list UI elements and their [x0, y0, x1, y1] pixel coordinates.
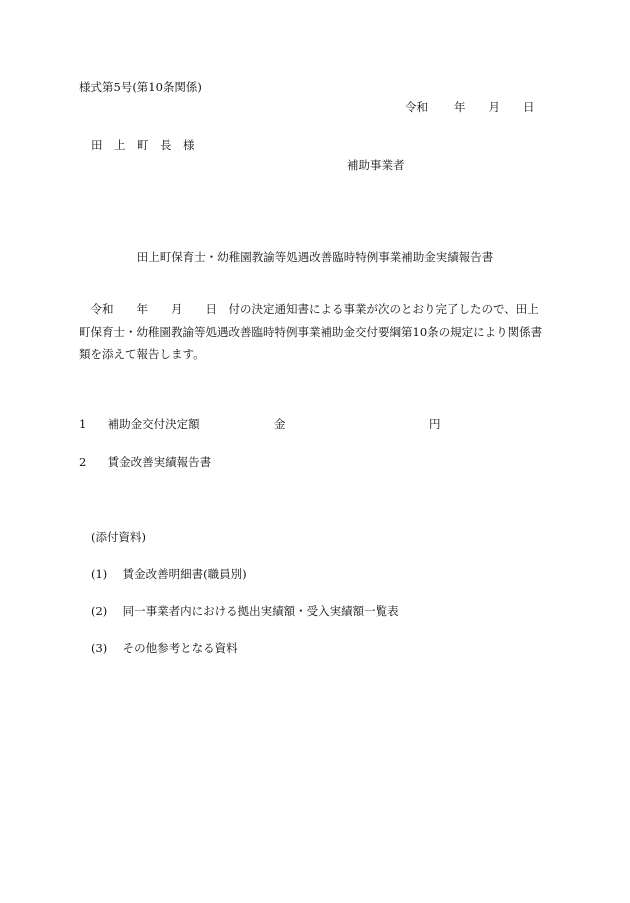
attachments-heading: (添付資料) [91, 530, 146, 544]
item-1-number: 1 [79, 417, 87, 431]
attachment-item-1 [91, 567, 247, 581]
attachment-item-3 [91, 641, 238, 655]
date-day: 日 [523, 100, 535, 114]
document-title: 田上町保育士・幼稚園教諭等処遇改善臨時特例事業補助金実績報告書 [136, 250, 494, 264]
item-1-unit: 円 [429, 417, 441, 431]
attachment-1-number: (1) [91, 567, 108, 581]
body-line-2: 町保育士・幼稚園教諭等処遇改善臨時特例事業補助金交付要綱第10条の規定により関係書 [79, 324, 543, 339]
attachment-1-text: 賃金改善明細書(職員別) [122, 567, 247, 581]
attachment-2-number: (2) [91, 604, 108, 618]
applicant-label: 補助事業者 [347, 158, 405, 172]
form-number: 様式第5号(第10条関係) [79, 80, 202, 94]
date-month: 月 [488, 100, 500, 114]
attachment-item-2 [91, 604, 399, 618]
item-1 [79, 417, 200, 431]
body-paragraph [79, 298, 557, 366]
date-year: 年 [454, 100, 466, 114]
body-line-3: 類を添えて報告します。 [79, 347, 205, 361]
item-1-label: 補助金交付決定額 [107, 417, 200, 431]
item-2-label: 賃金改善実績報告書 [107, 455, 212, 469]
item-2 [79, 455, 211, 469]
date-era: 令和 [405, 100, 428, 114]
attachment-2-text: 同一事業者内における拠出実績額・受入実績額一覧表 [122, 604, 399, 618]
item-2-number: 2 [79, 455, 87, 469]
body-line-1: 令和 年 月 日 付の決定通知書による事業が次のとおり完了したので、田上 [79, 302, 539, 316]
attachment-3-text: その他参考となる資料 [122, 641, 238, 655]
item-1-prefix: 金 [274, 417, 286, 431]
date-line [405, 100, 535, 114]
attachment-3-number: (3) [91, 641, 108, 655]
addressee: 田 上 町 長 様 [91, 138, 195, 152]
